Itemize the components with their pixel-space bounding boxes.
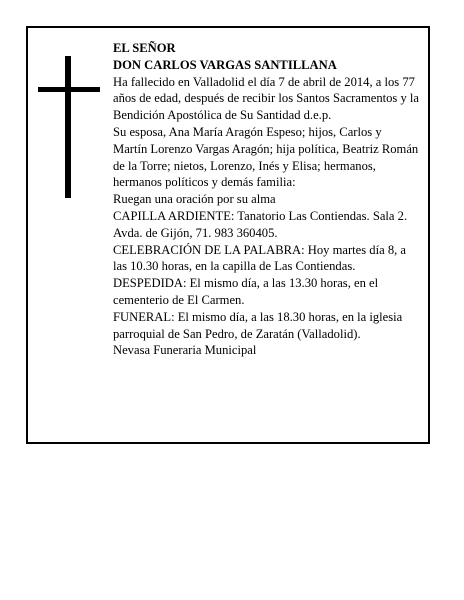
death-announcement: Ha fallecido en Valladolid el día 7 de abril de 2014, a los 77 años de edad, después de recibir los Santos Sacramentos y la Bendición Apostólica de Su Santidad d.e.p.: [113, 74, 420, 123]
cross-vertical-bar: [65, 56, 71, 198]
funeral-info: FUNERAL: El mismo día, a las 18.30 horas, en la iglesia parroquial de San Pedro, de Zaratán (Valladolid).: [113, 309, 403, 341]
deceased-name: DON CARLOS VARGAS SANTILLANA: [113, 57, 337, 72]
family-list: Su esposa, Ana María Aragón Espeso; hijos, Carlos y Martín Lorenzo Vargas Aragón; hija política, Beatriz Román de la Torre; nietos, Lorenzo, Inés y Elisa; hermanos, hermanos políticos y demás familia:: [113, 124, 419, 190]
funeral-home: Nevasa Funeraria Municipal: [113, 343, 257, 358]
prayer-request: Ruegan una oración por su alma: [113, 192, 276, 207]
cross-horizontal-bar: [38, 87, 100, 92]
honorific: EL SEÑOR: [113, 41, 176, 55]
latin-cross-icon: [38, 56, 100, 198]
farewell-info: DESPEDIDA: El mismo día, a las 13.30 horas, en el cementerio de El Carmen.: [113, 276, 379, 307]
liturgy-info: CELEBRACIÓN DE LA PALABRA: Hoy martes día 8, a las 10.30 horas, en la capilla de Las Contiendas.: [113, 242, 407, 274]
wake-info: CAPILLA ARDIENTE: Tanatorio Las Contiendas. Sala 2. Avda. de Gijón, 71. 983 360405.: [113, 208, 408, 240]
obituary-text: [113, 40, 419, 359]
